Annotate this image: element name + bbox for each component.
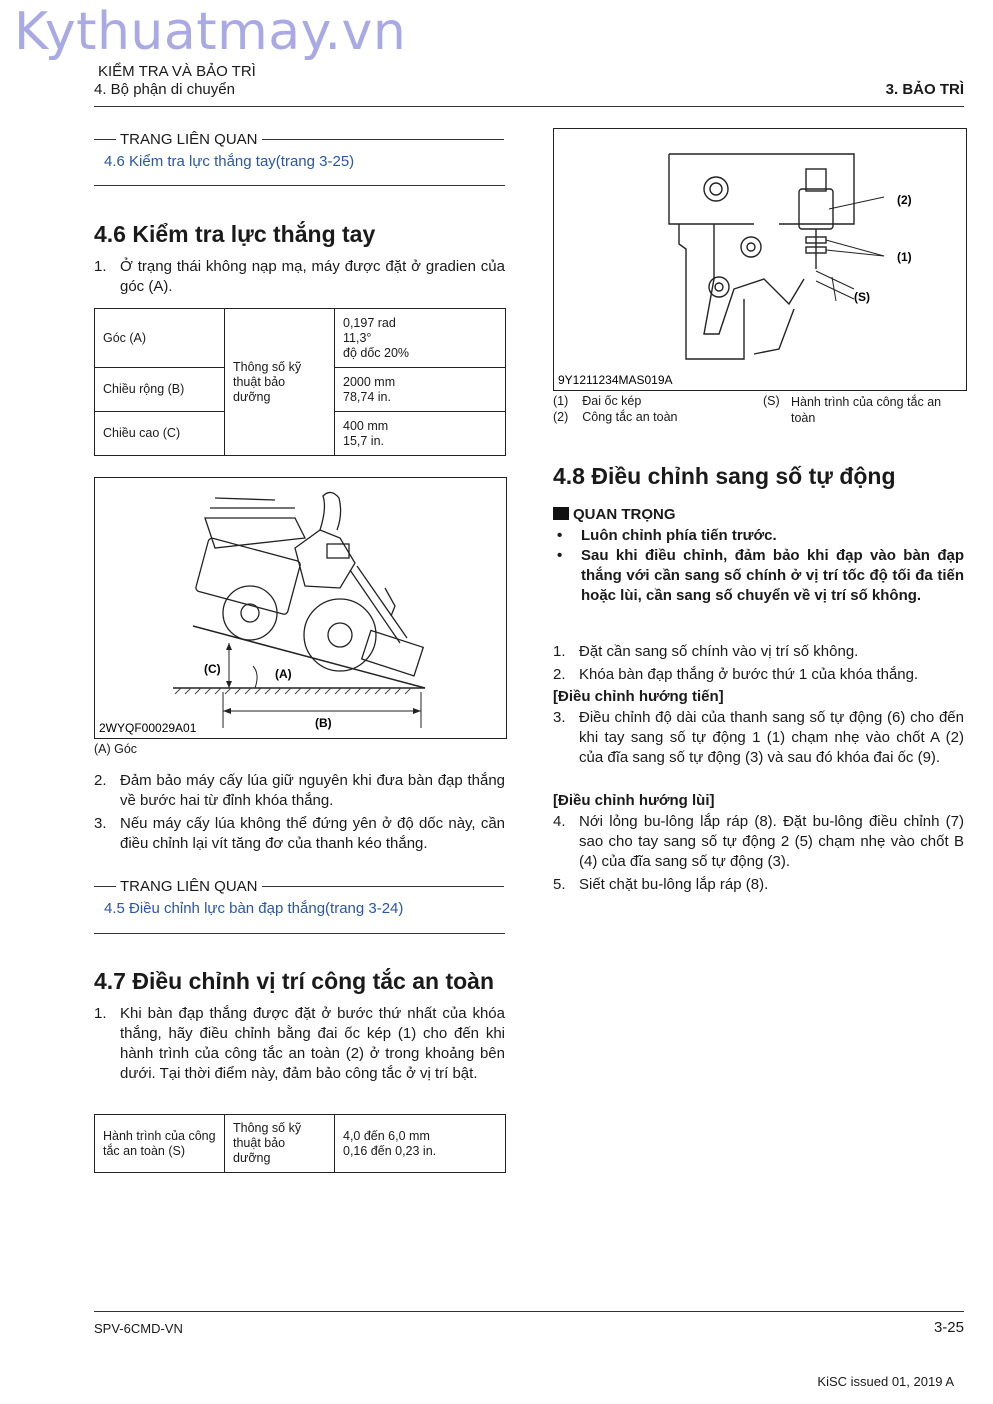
- label-S: (S): [854, 290, 870, 304]
- legend-item-1: (1) Đai ốc kép: [553, 394, 642, 408]
- step-4-8-4: 4. Nới lỏng bu-lông lắp ráp (8). Đặt bu-lông điều chỉnh (7) sao cho tay sang số tự động 2 (5) chạm nhẹ vào chốt B (4) của đĩa sang số tự động (3).: [553, 813, 964, 870]
- cell-stroke-value: 4,0 đến 6,0 mm 0,16 đến 0,23 in.: [335, 1115, 506, 1173]
- legend-item-S: (S) Hành trình của công tắc an toàn: [763, 394, 942, 425]
- step-4-8-2: 2. Khóa bàn đạp thắng ở bước thứ 1 của khóa thắng.: [553, 666, 919, 683]
- header-subsection: 4. Bộ phận di chuyển: [94, 81, 235, 98]
- footer-issued: KiSC issued 01, 2019 A: [817, 1374, 954, 1389]
- cell-spec: Thông số kỹ thuật bảo dưỡng: [225, 309, 335, 456]
- legend-item-2: (2) Công tắc an toàn: [553, 410, 678, 424]
- cell-spec: Thông số kỹ thuật bảo dưỡng: [225, 1115, 335, 1173]
- subheading-forward: [Điều chỉnh hướng tiến]: [553, 688, 724, 705]
- footer-divider: [94, 1311, 964, 1312]
- section-title-4-6: 4.6 Kiểm tra lực thắng tay: [94, 221, 376, 247]
- important-bullet-2: • Sau khi điều chỉnh, đảm bảo khi đạp vào bàn đạp thắng với cần sang số chính ở vị trí tốc độ tối đa tiến hoặc lùi, cần sang số chuyển về vị trí số không.: [557, 547, 964, 604]
- rice-transplanter-on-slope-illustration: [95, 478, 506, 738]
- cell-width: Chiều rộng (B): [95, 368, 225, 412]
- label-A: (A): [275, 667, 292, 681]
- footer-doc-code: SPV-6CMD-VN: [94, 1321, 183, 1336]
- related-link-4-5[interactable]: 4.5 Điều chỉnh lực bàn đạp thắng(trang 3-24): [104, 900, 404, 917]
- step-4-6-2: 2. Đảm bảo máy cấy lúa giữ nguyên khi đưa bàn đạp thắng về bước hai từ đỉnh khóa thắng.: [94, 772, 505, 809]
- section-title-4-7: 4.7 Điều chỉnh vị trí công tắc an toàn: [94, 968, 495, 994]
- header-chapter: KIỂM TRA VÀ BẢO TRÌ: [98, 63, 256, 80]
- safety-switch-illustration: [554, 129, 966, 390]
- related-divider: [94, 933, 505, 934]
- header-section: 3. BẢO TRÌ: [885, 81, 964, 98]
- cell-angle: Góc (A): [95, 309, 225, 368]
- step-4-7-1: 1. Khi bàn đạp thắng được đặt ở bước thứ nhất của khóa thắng, hãy điều chỉnh bằng đai ốc kép (1) cho đến khi hành trình của công tắc an toàn (2) ở trong khoảng bên dưới. Tại thời điểm này, đảm bảo công tắc ở vị trí bật.: [94, 1005, 505, 1082]
- related-pages-1: [94, 131, 504, 148]
- cell-switch-stroke: Hành trình của công tắc an toàn (S): [95, 1115, 225, 1173]
- cell-height: Chiều cao (C): [95, 412, 225, 456]
- label-B: (B): [315, 716, 332, 730]
- spec-table-4-6: [94, 308, 506, 456]
- related-divider: [94, 185, 505, 186]
- important-square-icon: [553, 507, 569, 520]
- label-2: (2): [897, 193, 912, 207]
- page-number: 3-25: [933, 1319, 964, 1336]
- safety-switch-figure: [553, 128, 967, 391]
- cell-width-value: 2000 mm 78,74 in.: [335, 368, 506, 412]
- spec-table-4-7: [94, 1114, 506, 1173]
- label-1: (1): [897, 250, 912, 264]
- related-link-4-6[interactable]: 4.6 Kiểm tra lực thắng tay(trang 3-25): [104, 153, 355, 170]
- related-title: TRANG LIÊN QUAN: [120, 131, 258, 148]
- step-4-8-1: 1. Đặt cần sang số chính vào vị trí số không.: [553, 643, 859, 660]
- important-bullet-1: • Luôn chỉnh phía tiến trước.: [557, 527, 777, 544]
- step-4-6-1: 1. Ở trạng thái không nạp mạ, máy được đặt ở gradien của góc (A).: [94, 258, 505, 295]
- important-notice: QUAN TRỌNG: [553, 506, 676, 523]
- cell-angle-value: 0,197 rad 11,3° độ dốc 20%: [335, 309, 506, 368]
- step-4-8-5: 5. Siết chặt bu-lông lắp ráp (8).: [553, 876, 769, 893]
- slope-figure-caption: (A) Góc: [94, 742, 138, 756]
- watermark: Kythuatmay.vn: [14, 2, 407, 62]
- slope-figure: [94, 477, 507, 739]
- figure-code: 2WYQF00029A01: [99, 721, 197, 735]
- figure-code: 9Y1211234MAS019A: [558, 373, 673, 387]
- label-C: (C): [204, 662, 221, 676]
- header-divider: [94, 106, 964, 107]
- section-title-4-8: 4.8 Điều chỉnh sang số tự động: [553, 463, 896, 489]
- cell-height-value: 400 mm 15,7 in.: [335, 412, 506, 456]
- related-pages-2: [94, 878, 504, 895]
- subheading-reverse: [Điều chỉnh hướng lùi]: [553, 792, 715, 809]
- step-4-8-3: 3. Điều chỉnh độ dài của thanh sang số tự động (6) cho đến khi tay sang số tự động 1 (1) chạm nhẹ vào chốt A (2) của đĩa sang số tự động (3) và sau đó khóa đai ốc (9).: [553, 709, 964, 766]
- related-title: TRANG LIÊN QUAN: [120, 878, 258, 895]
- step-4-6-3: 3. Nếu máy cấy lúa không thể đứng yên ở độ dốc này, cần điều chỉnh lại vít tăng đơ của thanh kéo thắng.: [94, 815, 505, 852]
